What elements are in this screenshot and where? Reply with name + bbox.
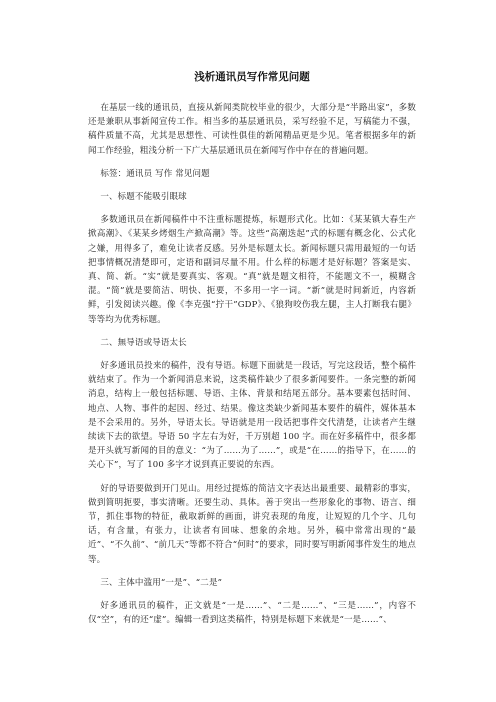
body-paragraph: 好多通讯员投来的稿件，没有导语。标题下面就是一段话，写完这段话，整个稿件就结束了。作为一个新闻消息来说，这类稿件缺少了很多新闻要件。一条完整的新闻消息，结构上一般包括标题、导语、主体、背景和结尾五部分。基本要素包括时间、地点、人物、事件的起因、经过、结果。像这类缺少新闻基本要件的稿件，媒体基本是不会采用的。另外，导语太长。导语就是用一段话把事件交代清楚，让读者产生继续读下去的欲望。导语 50 字左右为好，千万别超 100 字。而在好多稿件中，很多都是开头就写新闻的目的意义：“为了……为了……”，或是“在……的指导下，在……的关心下”，写了 100 多字才说到真正要说的东西。 (88, 361, 416, 471)
body-paragraph: 多数通讯员在新闻稿件中不注重标题提炼，标题形式化。比如：《某某镇大春生产掀高潮》、《某某乡烤烟生产掀高潮》等。这些“高潮迭起”式的标题有概念化、公式化之嫌，用得多了，难免让读者反感。另外是标题太长。新闻标题只需用最短的一句话把事情概况清楚即可，定语和副词尽量不用。什么样的标题才是好标题？答案是实、真、简、新。“实”就是要真实、客观。“真”就是题文相符，不能题文不一，模糊含混。“简”就是要简洁、明快、扼要，不多用一字一词。“新”就是时间新近，内容新鲜，引发阅读兴趣。像《李克强“拧干”GDP》、《狼狗咬伤我左腿，主人打断我右腿》等等均为优秀标题。 (88, 215, 416, 325)
body-paragraph: 好的导语要做到开门见山。用经过提炼的简洁文字表达出最重要、最精彩的事实，做到简明扼要，事实清晰。还要生动、具体。善于突出一些形象化的事物、语言、细节，抓住事物的特征，截取新鲜的画面，讲究表现的角度，让短短的几个字、几句话，有含量，有张力，让读者有回味、想象的余地。另外，稿中常常出现的“最近”、“不久前”、“前几天”等都不符合“何时”的要求，同时要写明新闻事件发生的地点等。 (88, 483, 416, 565)
intro-paragraph: 在基层一线的通讯员，直接从新闻类院校毕业的很少，大部分是“半路出家”，多数还是兼职从事新闻宣传工作。相当多的基层通讯员，采写经验不足，写稿能力不强，稿件质量不高，尤其是思想性、可读性俱佳的新闻精品更是少见。笔者根据多年的新闻工作经验，粗浅分析一下广大基层通讯员在新闻写作中存在的普遍问题。 (88, 103, 416, 156)
section-heading: 二、無导语或导语太长 (100, 337, 187, 348)
tags-line: 标签：通讯员 写作 常见问题 (100, 168, 210, 179)
document-title: 浅析通讯员写作常见问题 (194, 71, 310, 83)
body-paragraph: 好多通讯员的稿件，正文就是“一是……”、“二是……”、“三是……”，内容不仅“空”，有的还“虚”。编辑一看到这类稿件，特别是标题下来就是“一是……”、 (88, 601, 416, 626)
document-content (88, 70, 416, 637)
section-heading: 三、主体中滥用“一是”、“二是” (100, 577, 223, 588)
section-heading: 一、标题不能吸引眼球 (100, 192, 187, 203)
